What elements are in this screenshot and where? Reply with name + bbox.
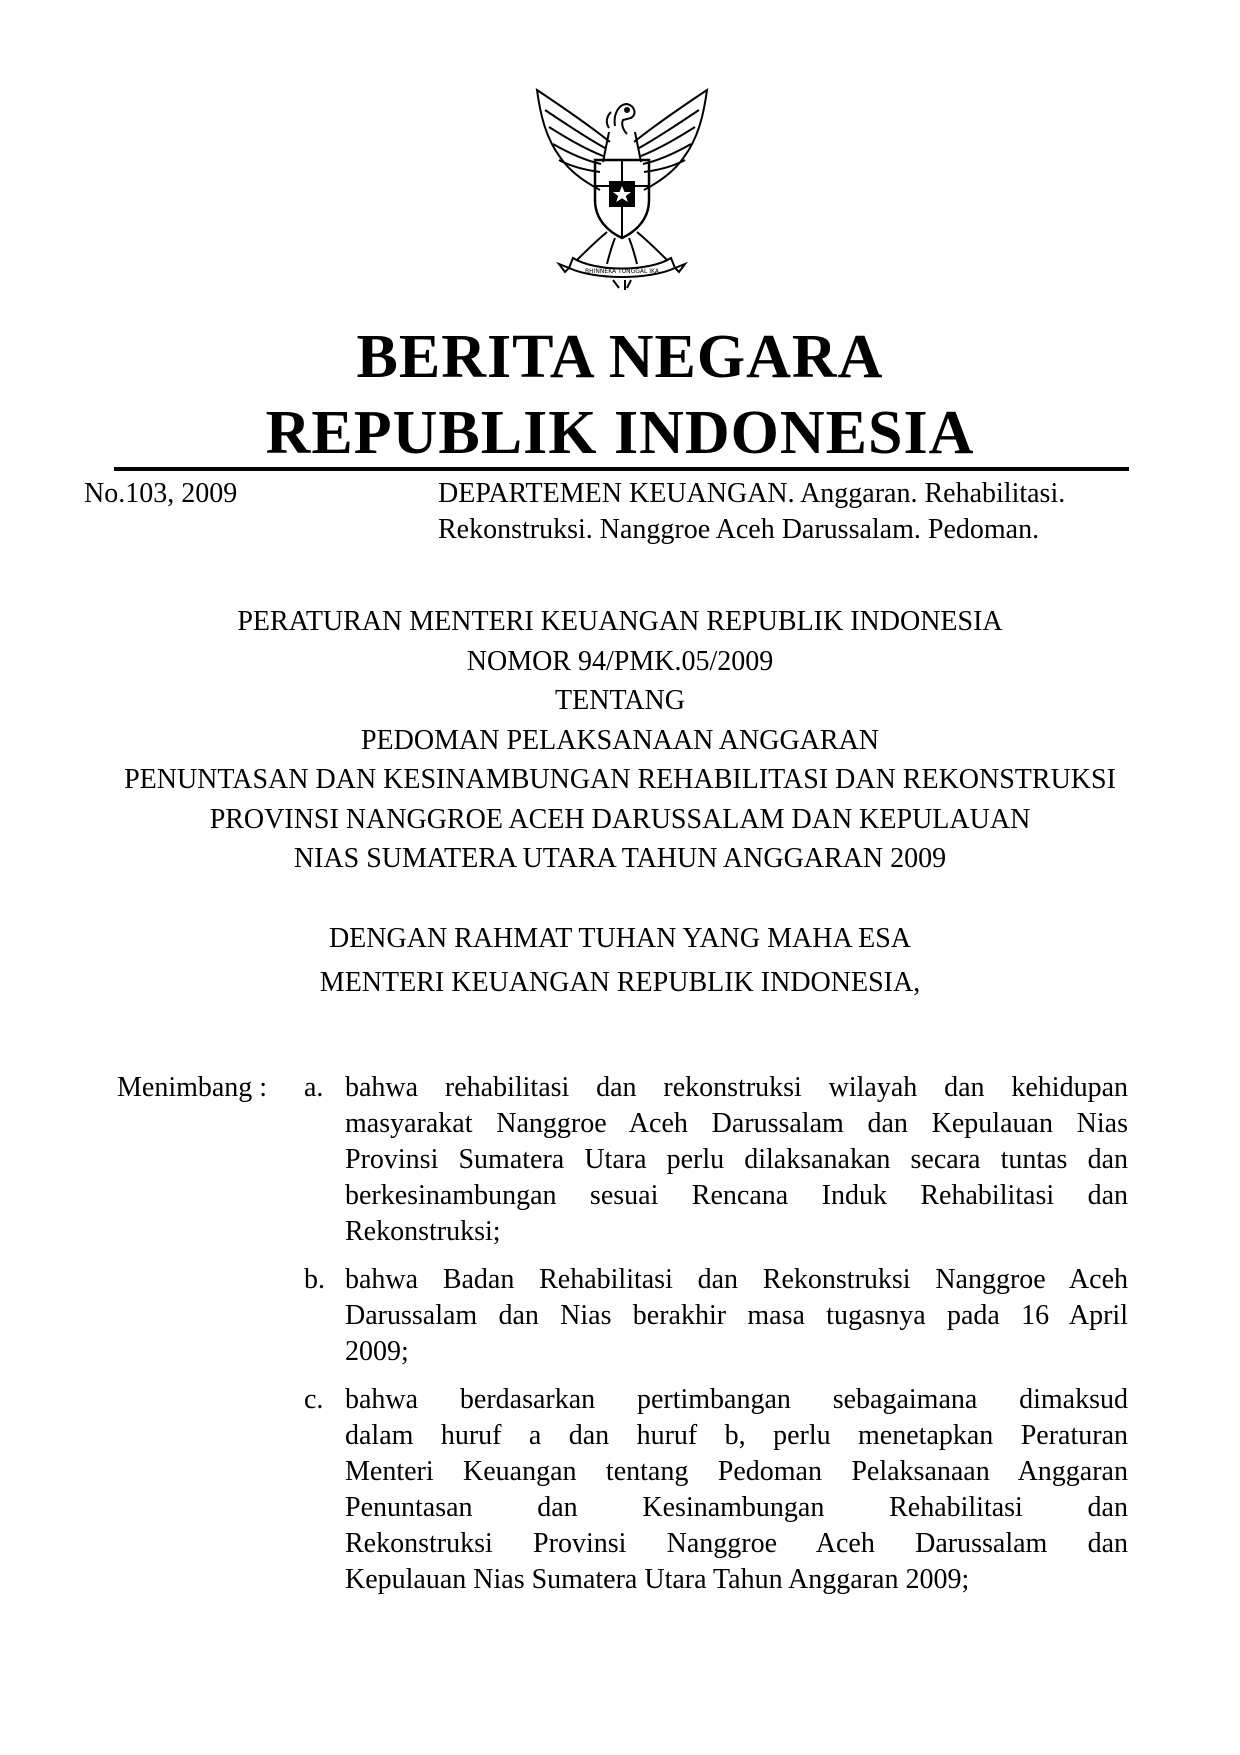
title-line-5: PENUNTASAN DAN KESINAMBUNGAN REHABILITASI DAN REKONSTRUKSI [124, 764, 1116, 795]
masthead-line-2: REPUBLIK INDONESIA [265, 399, 975, 467]
gazette-number: No.103, 2009 [84, 478, 238, 509]
opening-line-2: MENTERI KEUANGAN REPUBLIK INDONESIA, [319, 967, 921, 998]
item-text [345, 1262, 1128, 1370]
item-line: 2009; [345, 1336, 409, 1367]
item-letter: a. [304, 1072, 324, 1103]
item-line: Menteri Keuangan tentang Pedoman Pelaksanaan Anggaran [345, 1456, 1128, 1487]
svg-text:BHINNEKA TUNGGAL IKA: BHINNEKA TUNGGAL IKA [585, 268, 659, 275]
item-line: masyarakat Nanggroe Aceh Darussalam dan Kepulauan Nias [345, 1108, 1128, 1139]
opening-formula [0, 917, 1240, 1005]
item-line: Darussalam dan Nias berakhir masa tugasnya pada 16 April [345, 1300, 1128, 1331]
gazette-subject [438, 476, 1158, 548]
masthead-divider [114, 467, 1129, 471]
title-line-3: TENTANG [555, 685, 685, 716]
opening-line-1: DENGAN RAHMAT TUHAN YANG MAHA ESA [328, 923, 912, 954]
regulation-title [0, 602, 1240, 879]
item-text [345, 1382, 1128, 1598]
item-line: Penuntasan dan Kesinambungan Rehabilitasi dan [345, 1492, 1128, 1523]
title-line-7: NIAS SUMATERA UTARA TAHUN ANGGARAN 2009 [293, 843, 947, 874]
item-letter: c. [304, 1384, 324, 1415]
title-line-2: NOMOR 94/PMK.05/2009 [466, 645, 774, 677]
item-letter: b. [304, 1264, 325, 1295]
item-line: bahwa berdasarkan pertimbangan sebagaimana dimaksud [345, 1384, 1128, 1415]
masthead-line-1: BERITA NEGARA [356, 323, 884, 391]
gazette-subject-line-1: DEPARTEMEN KEUANGAN. Anggaran. Rehabilitasi. [438, 478, 1066, 509]
title-line-6: PROVINSI NANGGROE ACEH DARUSSALAM DAN KEPULAUAN [209, 803, 1031, 835]
title-line-1: PERATURAN MENTERI KEUANGAN REPUBLIK INDONESIA [237, 606, 1003, 637]
item-line: berkesinambungan sesuai Rencana Induk Rehabilitasi dan [345, 1180, 1128, 1211]
item-line: Rekonstruksi; [345, 1216, 501, 1247]
item-line: Provinsi Sumatera Utara perlu dilaksanakan secara tuntas dan [345, 1144, 1128, 1175]
menimbang-label: Menimbang : [117, 1072, 268, 1103]
gazette-subject-line-2: Rekonstruksi. Nanggroe Aceh Darussalam. Pedoman. [438, 514, 1040, 545]
item-text [345, 1070, 1128, 1250]
garuda-emblem-icon [515, 82, 729, 296]
title-line-4: PEDOMAN PELAKSANAAN ANGGARAN [360, 724, 880, 756]
item-line: Kepulauan Nias Sumatera Utara Tahun Anggaran 2009; [345, 1564, 970, 1595]
item-line: bahwa Badan Rehabilitasi dan Rekonstruksi Nanggroe Aceh [345, 1264, 1128, 1295]
item-line: Rekonstruksi Provinsi Nanggroe Aceh Darussalam dan [345, 1528, 1128, 1559]
item-line: dalam huruf a dan huruf b, perlu menetapkan Peraturan [345, 1420, 1128, 1451]
item-line: bahwa rehabilitasi dan rekonstruksi wilayah dan kehidupan [345, 1072, 1128, 1103]
